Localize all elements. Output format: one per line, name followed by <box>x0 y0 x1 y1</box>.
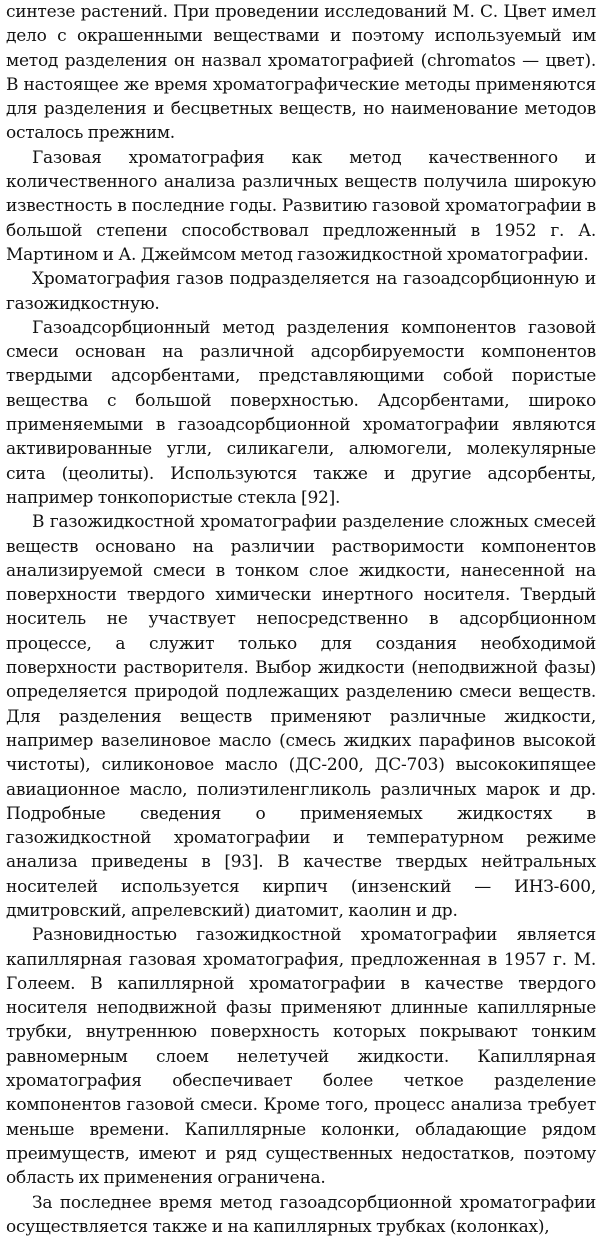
paragraph-classification: Хроматография газов подразделяется на газоадсорбционную и газожидкостную. <box>6 269 596 314</box>
paragraph-capillary: Разновидностью газожидкостной хроматографии является капиллярная газовая хроматография, предложенная в 1957 г. М. Голеем. В капиллярной хроматографии в качестве твердого носителя неподвижной фазы применяют длинные капиллярные трубки, внутреннюю поверхность которых покрывают тонким равномерным слоем нелетучей жидкости. Капиллярная хроматография обеспечивает более четкое разделение компонентов газовой смеси. Кроме того, процесс анализа требует меньше времени. Капиллярные колонки, обладающие рядом преимуществ, имеют и ряд существенных недостатков, поэтому область их применения ограничена. <box>6 925 596 1189</box>
paragraph-recent-method: За последнее время метод газоадсорбционной хроматографии осуществляется также и на капиллярных трубках (колонках), <box>6 1192 596 1237</box>
paragraph-continued: синтезе растений. При проведении исследований М. С. Цвет имел дело с окрашенными веществами и поэтому используемый им метод разделения он назвал хроматографией (chromatos — цвет). В настоящее же время хроматографические методы применяются для разделения и бесцветных веществ, но наименование методов осталось прежним. <box>6 2 596 144</box>
paragraph-gas-adsorption: Газоадсорбционный метод разделения компонентов газовой смеси основан на различной адсорбируемости компонентов твердыми адсорбентами, представляющими собой пористые вещества с большой поверхностью. Адсорбентами, широко применяемыми в газоадсорбционной хроматографии являются активированные угли, силикагели, алюмогели, молекулярные сита (цеолиты). Используются также и другие адсорбенты, например тонкопористые стекла [92]. <box>6 317 596 508</box>
paragraph-gas-liquid: В газожидкостной хроматографии разделение сложных смесей веществ основано на различии растворимости компонентов анализируемой смеси в тонком слое жидкости, нанесенной на поверхности твердого химически инертного носителя. Твердый носитель не участвует непосредственно в адсорбционном процессе, а служит только для создания необходимой поверхности растворителя. Выбор жидкости (неподвижной фазы) определяется природой подлежащих разделению смеси веществ. Для разделения веществ применяют различные жидкости, например вазелиновое масло (смесь жидких парафинов высокой чистоты), силиконовое масло (ДС-200, ДС-703) высококипящее авиационное масло, полиэтиленгликоль различных марок и др. Подробные сведения о применяемых жидкостях в газожидкостной хроматографии и температурном режиме анализа приведены в [93]. В качестве твердых нейтральных носителей используется кирпич (инзенский — ИНЗ-600, дмитровский, апрелевский) диатомит, каолин и др. <box>6 512 596 921</box>
paragraph-gas-chromatography: Газовая хроматография как метод качественного и количественного анализа различных веществ получила широкую известность в последние годы. Развитию газовой хроматографии в большой степени способствовал предложенный в 1952 г. А. Мартином и А. Джеймсом метод газожидкостной хроматографии. <box>6 147 596 265</box>
